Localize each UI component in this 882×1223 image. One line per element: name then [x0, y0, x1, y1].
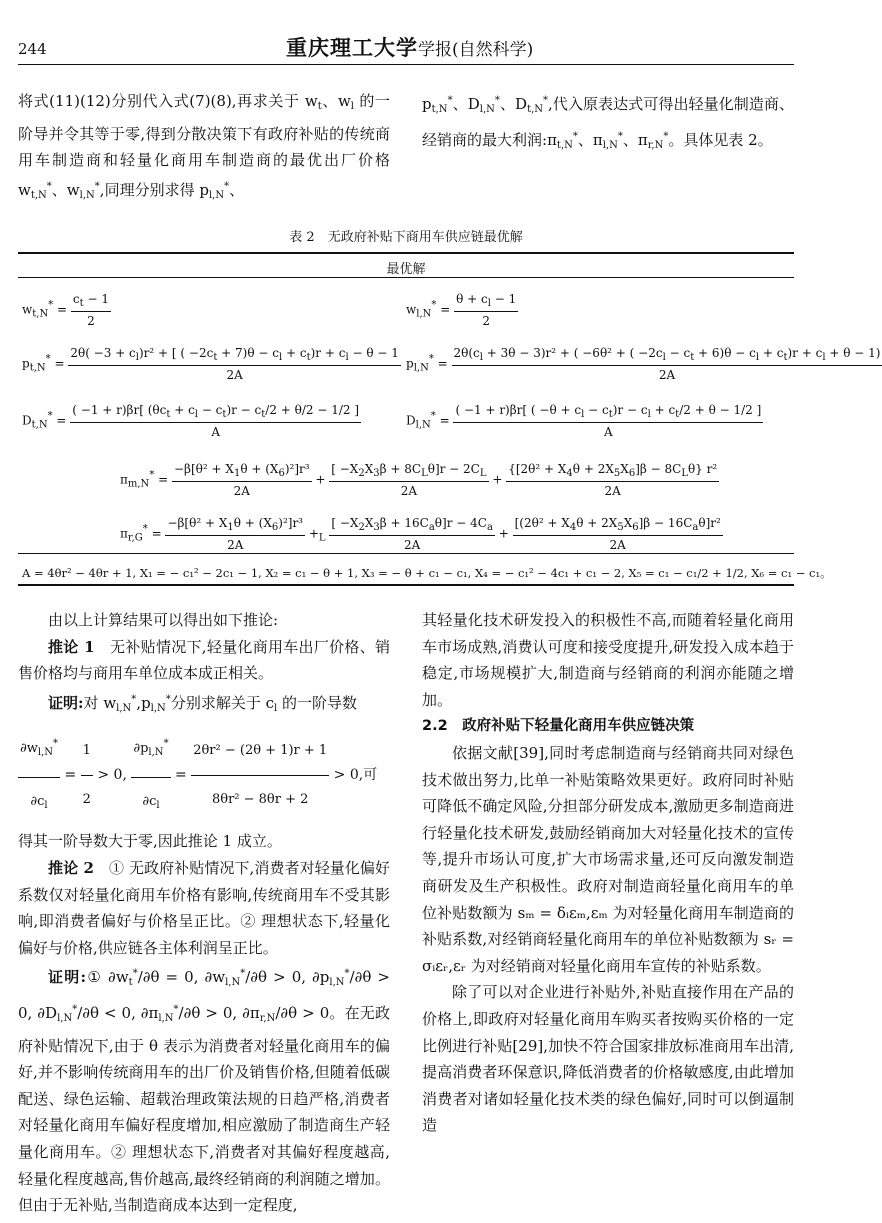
- corollary-1: 推论 1 无补贴情况下,轻量化商用车出厂价格、销售价格均与商用车单位成本成正相关。: [18, 637, 390, 683]
- corollary-2: 推论 2 ① 无政府补贴情况下,消费者对轻量化偏好系数仅对轻量化商用车价格有影响,传统商用车不受其影响,即消费者偏好与价格呈正比。② 理想状态下,轻量化偏好与价格,供应链各主体利润呈正比。: [18, 858, 390, 957]
- paragraph: 除了可以对企业进行补贴外,补贴直接作用在产品的价格上,即政府对轻量化商用车购买者按购买价格的一定比例进行补贴[29],加快不符合国家排放标准商用车出清,提高消费者环保意识,降低消费者的价格敏感度,由此增加消费者对诸如轻量化技术类的绿色偏好,同时可以倒逼制造: [422, 983, 794, 1135]
- table-mid-rule: [18, 553, 794, 554]
- body-left-column: [18, 607, 390, 1219]
- eq-d-t: $D_{t,N}^*$ = $\frac{( -1 + r)\beta r[ (\theta c_t + c_l - c_t)r - c_t/2 + \theta/2 - 1/2 ]}{A}$: [22, 403, 360, 439]
- eq-w-l: $w_{l,N}^*$ = $\frac{\theta + c_l - 1}{2}$: [406, 292, 517, 328]
- body-right-column: [422, 607, 794, 1139]
- journal-title: 重庆理工大学学报(自然科学): [286, 35, 534, 60]
- page-number: 244: [18, 40, 47, 58]
- eq-d-l: $D_{l,N}^*$ = $\frac{( -1 + r)\beta r[ ( -\theta + c_l - c_t)r - c_l + c_t/2 + \theta - 1/2 ]}{A}$: [406, 403, 762, 439]
- table-bottom-rule: [18, 584, 794, 586]
- eq-p-t: $p_{t,N}^*$ = $\frac{2\theta( -3 + c_l)r^2 + [ ( -2c_t + 7)\theta - c_l + c_t)r + c_l - \theta - 1}{2A}$: [22, 346, 399, 382]
- eq-w-t: $w_{t,N}^*$ = $\frac{c_t - 1}{2}$: [22, 292, 110, 328]
- proof-1-formula: $\frac{\partial w_{l,N}^*}{\partial c_l}$ = $\frac{1}{2}$ > 0, $\frac{\partial p_{l,N}^*}{\partial c_l}$ = $\frac{\text{2θr² − (2θ + 1)r + 1}}{\text{8θr² − 8θr + 2}}$ > 0,可: [18, 722, 390, 828]
- paragraph: 其轻量化技术研发投入的积极性不高,而随着轻量化商用车市场成熟,消费认可度和接受度提升,研发投入成本趋于稳定,市场规模扩大,制造商与经销商的利润亦能随之增加。: [422, 611, 794, 709]
- intro-right-text: $p_{t,N}^*$、$D_{l,N}^*$、$D_{t,N}^*$,代入原表达式可得出轻量化制造商、经销商的最大利润$:\pi_{t,N}^*$、$\pi_{l,N}^*$、$\pi_{r,N}^*$。具体见表 2。: [422, 95, 794, 151]
- proof-1: 证明:对 $w_{l,N}^*,p_{l,N}^*$分别求解关于 $c_l$ 的一阶导数: [48, 693, 357, 714]
- table-header-rule: [18, 277, 794, 278]
- paragraph: 依据文献[39],同时考虑制造商与经销商共同对绿色技术做出努力,比单一补贴策略效果更好。政府同时补贴可降低不确定风险,分担部分研发成本,激励更多制造商进行轻量化技术研发,鼓励经销商加大对轻量化技术的宣传等,提升市场认可度,扩大市场需求量,还可反向激发制造商研发及生产积极性。政府对制造商轻量化商用车的单位补贴数额为 sₘ = δᵢεₘ,εₘ 为对轻量化商用车制造商的补贴系数,对经销商轻量化商用车的单位补贴数额为 sᵣ = σᵢεᵣ,εᵣ 为对经销商对轻量化商用车宣传的补贴系数。: [422, 743, 794, 975]
- intro-left-column: [18, 88, 390, 209]
- intro-right-column: [422, 88, 794, 159]
- eq-pi-m: $\pi_{m,N}^*$ = $\frac{-\beta[\theta^2 + X_1\theta + (X_6)^2]r^3}{2A}$ + $\frac{[ -X_2X_3\beta + 8C_L\theta]r - 2C_L}{2A}$ + $\frac{\{[2\theta^2 + X_4\theta + 2X_5X_6]\beta - 8C_L\theta\} r^2}{2A}$: [120, 462, 718, 498]
- proof-1-end: 得其一阶导数大于零,因此推论 1 成立。: [18, 832, 282, 851]
- proof-2: 证明:① $\partial w_t^*/\partial\theta = 0$, $\partial w_{l,N}^*/\partial\theta > 0$, $\partial p_{l,N}^*/\partial\theta > 0$, $\partial D_{l,N}^*/\partial\theta < 0$, $\partial\pi_{l,N}^*/\partial\theta > 0$, $\partial\pi_{r,N}/\partial\theta > 0$。在无政府补贴情况下,由于 θ 表示为消费者对轻量化商用车的偏好,并不影响传统商用车的出厂价及销售价格,但随着低碳配送、绿色运输、超载治理政策法规的日趋严格,消费者对轻量化商用车偏好程度增加,相应激励了制造商生产轻量化商用车。② 理想状态下,消费者对其偏好程度越高,轻量化程度越高,售价越高,最终经销商的利润随之增加。但由于无补贴,当制造商成本达到一定程度,: [18, 968, 390, 1215]
- page-header: [18, 30, 794, 65]
- eq-p-l: $p_{l,N}^*$ = $2\theta(c_l + 3\theta - 3)r^2$ + ( −6θ² + ( $-2c_l - c_t + 6)\theta - c_l + c_t)r + c_l + \theta - 1$) 2A: [406, 346, 881, 382]
- paragraph: 由以上计算结果可以得出如下推论:: [48, 611, 279, 629]
- intro-left-text: 将式(11)(12)分别代入式(7)(8),再求关于 $w_t$、$w_l$ 的一阶导并令其等于零,得到分散决策下有政府补贴的传统商用车制造商和轻量化商用车制造商的最优出厂价格 $w_{t,N}^*$、$w_{l,N}^*$,同理分别求得 $p_{l,N}^*$、: [18, 92, 390, 201]
- table-header: 最优解: [386, 262, 426, 277]
- eq-pi-r: $\pi_{r,G}^*$ = $\frac{-\beta[\theta^2 + X_1\theta + (X_6)^2]r^3}{2A}$ $+_L$ $\frac{[ -X_2X_3\beta + 16C_a\theta]r - 4C_a}{2A}$ + $\frac{[(2\theta^2 + X_4\theta + 2X_5X_6]\beta - 16C_a\theta]r^2}{2A}$: [120, 516, 721, 552]
- table-top-rule: [18, 252, 794, 254]
- table-footnote: A = 4θr² − 4θr + 1, X₁ = − c₁² − 2c₁ − 1, X₂ = c₁ − θ + 1, X₃ = − θ + c₁ − c₁, X₄ = − c₁² − 4c₁ + c₁ − 2, X₅ = c₁ − c₁/2 + 1/2, X₆ = c₁ − c₁。: [22, 566, 832, 580]
- section-heading: 2.2 政府补贴下轻量化商用车供应链决策: [422, 718, 695, 735]
- table-caption: 表 2 无政府补贴下商用车供应链最优解: [289, 230, 523, 245]
